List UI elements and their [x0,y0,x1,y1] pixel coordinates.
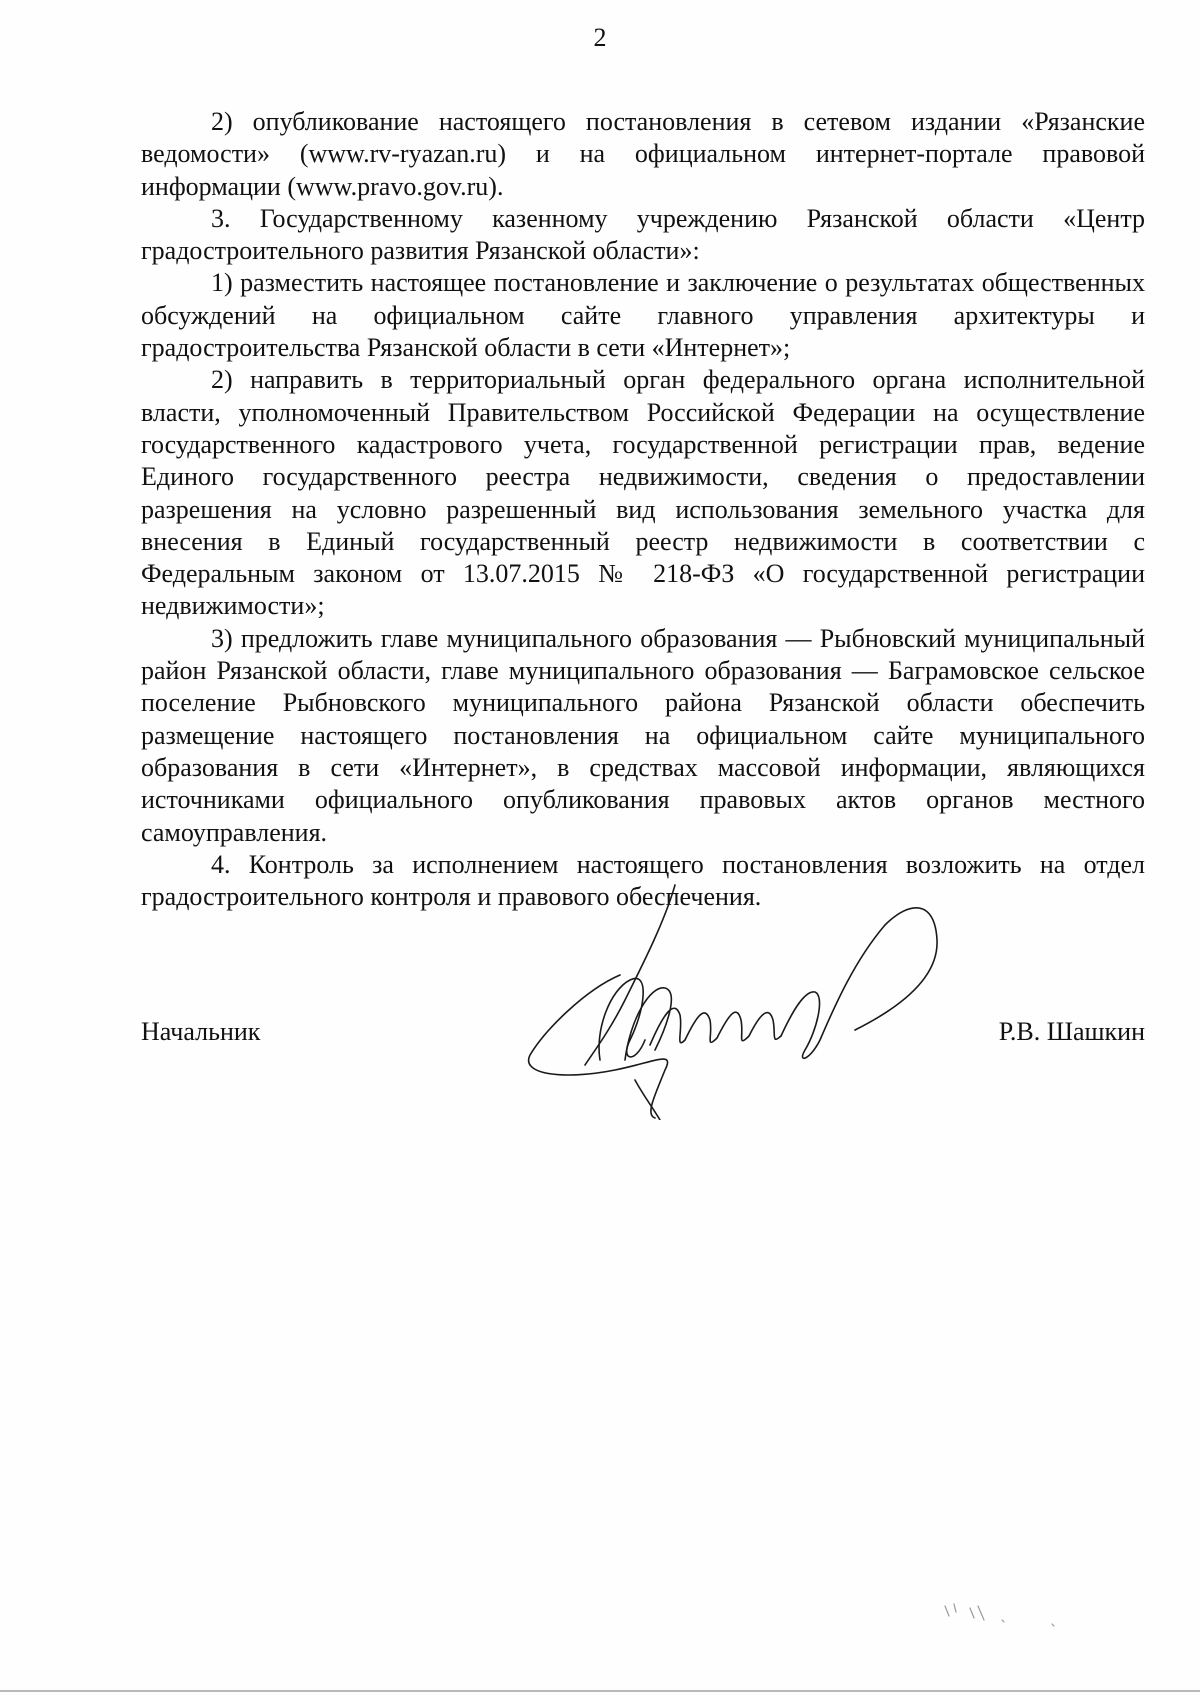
signer-position: Начальник [141,1017,261,1046]
signer-name: Р.В. Шашкин [998,1017,1145,1046]
paragraph-publication: 2) опубликование настоящего постановления в сетевом издании «Рязанские ведомости» (www.rv-ryazan.ru) и на официальном интернет-портале правовой информации (www.pravo.gov.ru). [141,107,1145,201]
paragraph-item-3-1: 1) разместить настоящее постановление и заключение о результатах общественных обсуждений на официальном сайте главного управления архитектуры и градостроительства Рязанской области в сети «Интернет»; [141,268,1145,363]
page-number: 2 [593,23,607,52]
handwritten-signature [525,880,945,1120]
scan-bottom-edge [0,1690,1200,1692]
document-body [141,106,1145,913]
paragraph-item-3-3: 3) предложить главе муниципального образования — Рыбновский муниципальный район Рязанской области, главе муниципального образования — Баграмовское сельское поселение Рыбновского муниципального района Рязанской области обеспечить размещение настоящего постановления на официальном сайте муниципального образования в сети «Интернет», в средствах массовой информации, являющихся источниками официального опубликования правовых актов органов местного самоуправления. [141,623,1145,847]
paragraph-item-3-2: 2) направить в территориальный орган федерального органа исполнительной власти, уполномоченный Правительством Российской Федерации на осуществление государственного кадастрового учета, государственной регистрации прав, ведение Единого государственного реестра недвижимости, сведения о предоставлении разрешения на условно разрешенный вид использования земельного участка для внесения в Единый государственный реестр недвижимости в соответствии с Федеральным законом от 13.07.2015 № 218-ФЗ «О государственной регистрации недвижимости»; [141,365,1145,621]
paragraph-item-3: 3. Государственному казенному учреждению Рязанской области «Центр градостроительного развития Рязанской области»: [141,203,1145,266]
paragraph-item-4: 4. Контроль за исполнением настоящего постановления возложить на отдел градостроительного контроля и правового обеспечения. [141,849,1145,912]
scan-artifact-marks [940,1598,1060,1628]
